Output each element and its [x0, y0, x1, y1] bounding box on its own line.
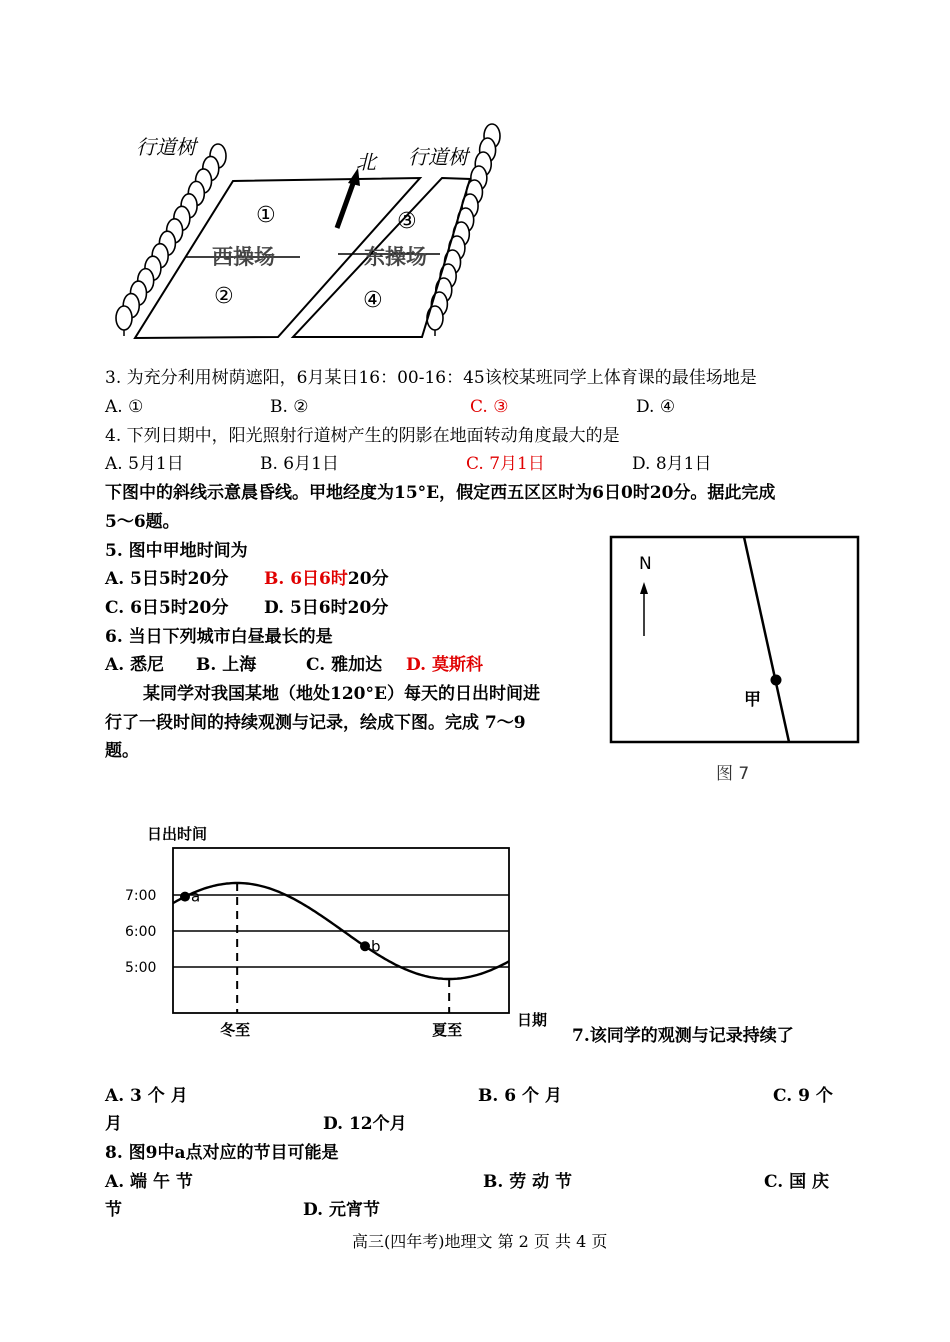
zone-2: ② [214, 284, 234, 309]
question-3-stem: 3. 为充分利用树荫遮阳，6月某日16：00-16：45该校某班同学上体育课的最佳场地是 [105, 368, 757, 388]
q5-option-a[interactable]: A. 5日5时20分 [105, 569, 229, 589]
q5-option-b[interactable] [264, 568, 389, 590]
x-axis-label: 日期 [517, 1011, 548, 1029]
q8-option-d[interactable]: D. 元宵节 [303, 1200, 380, 1220]
north-arrow [337, 178, 355, 228]
figure-7-caption: 图 7 [716, 764, 750, 784]
q6-option-d[interactable]: D. 莫斯科 [406, 655, 483, 675]
question-4-stem: 4. 下列日期中，阳光照射行道树产生的阴影在地面转动角度最大的是 [105, 426, 620, 446]
east-field-label: 东操场 [364, 245, 427, 269]
question-8-stem: 8. 图9中a点对应的节目可能是 [105, 1143, 339, 1163]
terminator-figure [608, 534, 863, 784]
point-a-label: a [191, 887, 201, 906]
q7-option-c-cont: 月 [105, 1114, 122, 1134]
q4-option-b[interactable]: B. 6月1日 [260, 454, 339, 474]
zone-3: ③ [397, 209, 417, 234]
question-5-stem: 5. 图中甲地时间为 [105, 541, 248, 561]
intro-5-6-line1: 下图中的斜线示意晨昏线。甲地经度为15°E，假定西五区区时为6日0时20分。据此完成 [105, 483, 776, 503]
question-7-stem: 7.该同学的观测与记录持续了 [572, 1026, 794, 1046]
point-b-label: b [371, 937, 381, 956]
zone-1: ① [256, 203, 276, 228]
q8-option-a[interactable]: A. 端 午 节 [105, 1172, 193, 1192]
sunrise-chart [120, 818, 560, 1050]
q6-option-a[interactable]: A. 悉尼 [105, 655, 165, 675]
point-b [360, 941, 370, 951]
tree-label-left: 行道树 [136, 135, 196, 159]
point-a [180, 892, 190, 902]
north-label: N [639, 554, 652, 574]
q5-option-b-answer: B. 6日6时 [264, 569, 348, 589]
q6-option-b[interactable]: B. 上海 [196, 655, 257, 675]
q3-option-d[interactable]: D. ④ [636, 397, 676, 417]
intro-7-9-line3: 题。 [105, 741, 139, 761]
q3-option-c[interactable]: C. ③ [470, 397, 509, 417]
zone-4: ④ [363, 288, 383, 313]
q8-option-c-cont: 节 [105, 1200, 122, 1220]
q3-option-b[interactable]: B. ② [270, 397, 309, 417]
q4-option-a[interactable]: A. 5月1日 [105, 454, 184, 474]
tree-row-left [116, 144, 226, 336]
q8-option-b[interactable]: B. 劳 动 节 [483, 1172, 573, 1192]
tree-label-right: 行道树 [408, 145, 468, 169]
y-tick-label: 5:00 [125, 960, 157, 976]
question-6-stem: 6. 当日下列城市白昼最长的是 [105, 627, 333, 647]
q7-option-a[interactable]: A. 3 个 月 [105, 1086, 188, 1106]
west-field-label: 西操场 [212, 245, 275, 269]
y-tick-label: 7:00 [125, 888, 157, 904]
q7-option-b[interactable]: B. 6 个 月 [478, 1086, 562, 1106]
q7-option-c[interactable]: C. 9 个 [773, 1086, 833, 1106]
q5-option-d[interactable]: D. 5日6时20分 [264, 598, 389, 618]
q7-option-d[interactable]: D. 12个月 [323, 1114, 407, 1134]
point-jia [771, 675, 782, 686]
q3-option-a[interactable]: A. ① [105, 397, 144, 417]
intro-5-6-line2: 5～6题。 [105, 512, 180, 532]
q4-option-c[interactable]: C. 7月1日 [466, 454, 545, 474]
q5-option-c[interactable]: C. 6日5时20分 [105, 598, 229, 618]
q5-option-b-rest: 20分 [347, 569, 389, 589]
tree-icon [116, 306, 132, 330]
y-axis-label: 日出时间 [147, 825, 208, 843]
terminator-line [744, 537, 789, 742]
intro-7-9-line2: 行了一段时间的持续观测与记录，绘成下图。完成 7～9 [105, 713, 526, 733]
q4-option-d[interactable]: D. 8月1日 [632, 454, 712, 474]
intro-7-9-line1: 某同学对我国某地（地处120°E）每天的日出时间进 [143, 684, 540, 704]
x-marker-winter-solstice: 冬至 [220, 1021, 251, 1039]
page-footer: 高三(四年考)地理文 第 2 页 共 4 页 [352, 1232, 608, 1251]
jia-label: 甲 [744, 690, 761, 710]
y-tick-label: 6:00 [125, 924, 157, 940]
q6-option-c[interactable]: C. 雅加达 [306, 655, 383, 675]
north-label: 北 [356, 150, 376, 174]
playground-figure [100, 118, 520, 358]
x-marker-summer-solstice: 夏至 [432, 1021, 463, 1039]
q8-option-c[interactable]: C. 国 庆 [764, 1172, 829, 1192]
